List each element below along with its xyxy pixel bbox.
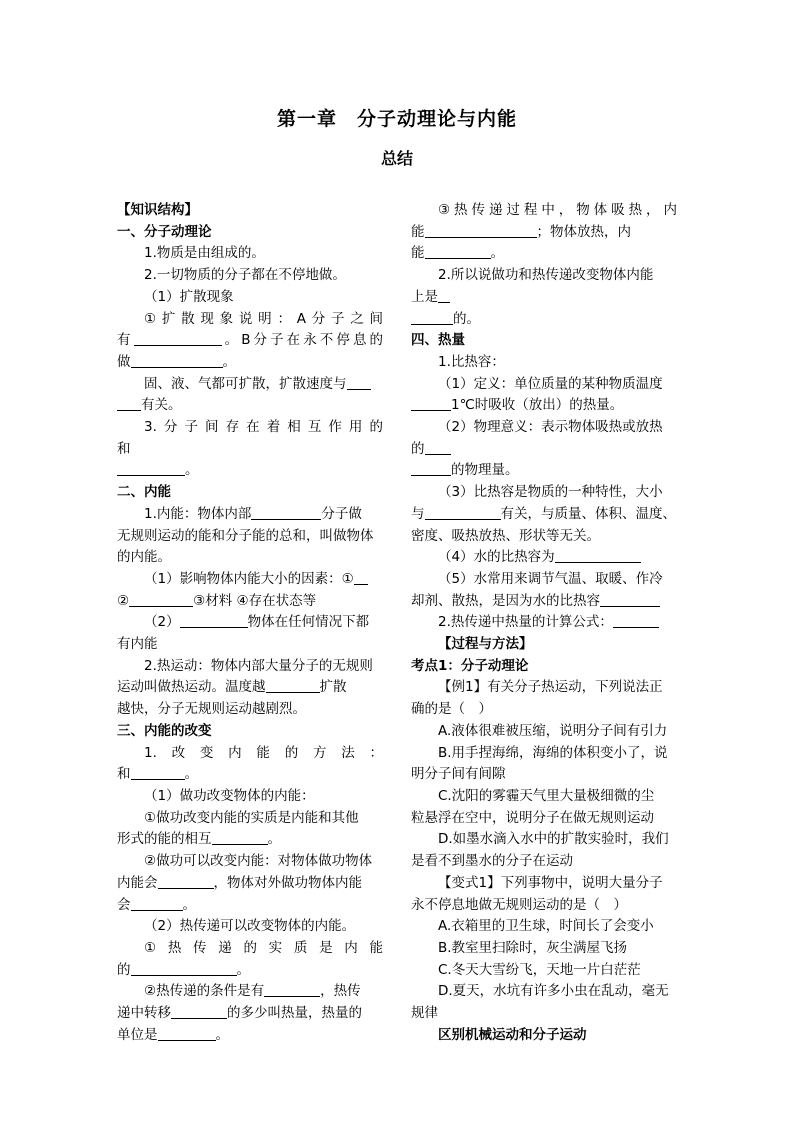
right-column	[411, 200, 677, 1046]
text-fragment: ②	[117, 592, 130, 609]
text-line	[117, 330, 383, 352]
text-fragment: （2）	[144, 614, 180, 631]
text-fragment: 内能会	[117, 874, 158, 891]
text-line	[117, 569, 383, 591]
blank-line	[251, 504, 321, 520]
text-line	[117, 981, 383, 1003]
text-line: 无规则运动的能和分子能的总和，叫做物体	[117, 527, 374, 544]
text-fragment: 的。	[453, 310, 480, 327]
blank-line	[347, 374, 371, 390]
text-line: D.夏天，水坑有许多小虫在乱动，毫无	[438, 983, 669, 1000]
document-title: 第一章 分子动理论与内能	[276, 108, 517, 130]
text-line: 永不停息地做无规则运动的是（ ）	[411, 896, 627, 913]
blank-line	[131, 764, 185, 780]
text-fragment: 的多少叫热量，热量的	[227, 1005, 362, 1022]
text-line	[117, 460, 383, 482]
text-fragment: ③材料 ④存在状态等	[193, 592, 317, 609]
text-line: 1.比热容：	[438, 353, 505, 370]
text-line: 规律	[411, 1005, 438, 1022]
blank-line	[425, 243, 491, 259]
text-line: 密度、吸热放热、形状等无关。	[411, 527, 600, 544]
left-column	[117, 200, 383, 1046]
text-line	[411, 504, 677, 526]
text-line	[117, 395, 383, 417]
text-fragment: 和	[117, 766, 131, 783]
blank-line	[411, 309, 453, 325]
text-fragment: 会	[117, 896, 131, 913]
text-fragment: 递中转移	[117, 1005, 171, 1022]
text-line	[411, 309, 677, 331]
text-line: 越快，分子无规则运动越剧烈。	[117, 701, 306, 718]
text-fragment: 2.热传递中热量的计算公式：	[438, 614, 613, 631]
text-fragment: 能	[411, 245, 425, 262]
blank-line	[117, 460, 185, 476]
text-fragment: 。	[215, 1026, 229, 1043]
text-line	[411, 591, 677, 613]
text-line: 2.热运动：物体内部大量分子的无规则	[144, 657, 373, 674]
text-line	[117, 591, 383, 613]
text-fragment: 。B分子在永不停息的	[221, 332, 384, 349]
blank-line	[613, 612, 659, 628]
text-fragment: 却剂、散热，是因为水的比热容	[411, 592, 600, 609]
text-fragment: 做	[117, 353, 131, 370]
text-fragment: 分子做	[321, 505, 362, 522]
text-fragment: 有	[117, 332, 134, 349]
document-subtitle: 总结	[380, 149, 413, 168]
text-line: 是看不到墨水的分子在运动	[411, 853, 573, 870]
text-line: 和	[117, 440, 131, 457]
blank-line	[264, 981, 320, 997]
blank-line	[212, 829, 268, 845]
text-fragment: 1.内能：物体内部	[144, 505, 252, 522]
text-fragment: 。	[236, 961, 250, 978]
text-line	[411, 547, 677, 569]
text-line: （2）热传递可以改变物体的内能。	[144, 918, 356, 935]
text-line	[411, 439, 677, 461]
text-line	[411, 243, 677, 265]
text-line: A.液体很难被压缩，说明分子间有引力	[438, 722, 668, 739]
text-line: 2.所以说做功和热传递改变物体内能	[438, 267, 654, 284]
text-fragment: 有关。	[141, 397, 182, 414]
blank-line	[438, 287, 450, 303]
blank-line	[131, 895, 183, 911]
text-line	[117, 1003, 383, 1025]
text-fragment: 有关，与质量、体积、温度、	[500, 505, 676, 522]
section-heading: 考点1：分子动理论	[411, 657, 529, 674]
text-fragment: 的物理量。	[451, 462, 519, 479]
blank-line	[117, 395, 141, 411]
section-heading: 四、热量	[411, 332, 465, 349]
text-line: 的内能。	[117, 549, 171, 566]
text-fragment: 。	[182, 896, 196, 913]
blank-line	[131, 352, 223, 368]
text-fragment: 形式的能的相互	[117, 831, 212, 848]
text-line: （1）做功改变物体的内能：	[144, 787, 315, 804]
text-line: ①扩散现象说明：A分子之间	[144, 310, 383, 327]
text-line: （2）物理意义：表示物体吸热或放热	[438, 419, 663, 436]
blank-line	[425, 439, 451, 455]
text-fragment: 上是	[411, 288, 438, 305]
text-fragment: 能	[411, 223, 425, 240]
text-line	[411, 287, 677, 309]
text-fragment: ；物体放热，内	[536, 223, 631, 240]
text-line: ②做功可以改变内能：对物体做功物体	[144, 853, 373, 870]
blank-line	[171, 1003, 227, 1019]
text-fragment: （1）影响物体内能大小的因素：①	[144, 570, 354, 587]
text-fragment: 。	[222, 353, 236, 370]
text-fragment: 。	[267, 831, 281, 848]
text-fragment: 的	[117, 961, 131, 978]
text-line: 3.分子间存在着相互作用的	[144, 419, 383, 436]
text-line	[117, 612, 383, 634]
blank-line	[555, 547, 641, 563]
text-line	[411, 222, 677, 244]
text-line: B.用手捏海绵，海绵的体积变小了，说	[438, 744, 668, 761]
text-line: 2.一切物质的分子都在不停地做。	[144, 267, 346, 284]
section-heading: 一、分子动理论	[117, 223, 212, 240]
text-line	[411, 460, 677, 482]
blank-line	[134, 330, 222, 346]
text-line: A.衣箱里的卫生球，时间长了会变小	[438, 918, 654, 935]
blank-line	[129, 591, 193, 607]
text-fragment: 的	[411, 440, 425, 457]
blank-line	[158, 1025, 216, 1041]
blank-line	[158, 873, 214, 889]
text-fragment: 固、液、气都可扩散，扩散速度与	[144, 375, 347, 392]
blank-line	[411, 460, 451, 476]
blank-line	[425, 504, 501, 520]
text-line	[117, 1025, 383, 1047]
text-fragment: ，物体对外做功物体内能	[213, 874, 362, 891]
text-fragment: 与	[411, 505, 425, 522]
blank-line	[131, 960, 237, 976]
section-heading: 二、内能	[117, 484, 171, 501]
text-line	[117, 677, 383, 699]
blank-line	[266, 677, 320, 693]
text-fragment: 。	[185, 462, 199, 479]
text-line	[117, 764, 383, 786]
text-fragment: 物体在任何情况下都	[247, 614, 370, 631]
blank-line	[600, 591, 660, 607]
blank-line	[180, 612, 248, 628]
text-line: C.冬天大雪纷飞，天地一片白茫茫	[438, 961, 641, 978]
text-line	[117, 873, 383, 895]
text-line	[117, 352, 383, 374]
text-line: 有内能	[117, 636, 158, 653]
blank-line	[411, 395, 451, 411]
text-line: B.教室里扫除时，灰尘满屋飞扬	[438, 939, 628, 956]
section-heading: 区别机械运动和分子运动	[438, 1026, 587, 1043]
text-line: ①热传递的实质是内能	[144, 939, 383, 956]
text-line	[411, 612, 677, 634]
text-line	[117, 960, 383, 982]
text-line: 【例1】有关分子热运动，下列说法正	[438, 679, 663, 696]
text-line	[411, 395, 677, 417]
text-line: 粒悬浮在空中，说明分子在做无规则运动	[411, 809, 654, 826]
text-fragment: 1℃时吸收（放出）的热量。	[451, 397, 624, 414]
text-line: D.如墨水滴入水中的扩散实验时，我们	[438, 831, 669, 848]
text-fragment: ，热传	[320, 983, 361, 1000]
text-line: 确的是（ ）	[411, 701, 492, 718]
text-line: （5）水常用来调节气温、取暖、作冷	[438, 570, 663, 587]
text-line: 1.物质是由组成的。	[144, 245, 265, 262]
blank-line	[425, 222, 537, 238]
text-fragment: 。	[184, 766, 198, 783]
text-line: ①做功改变内能的实质是内能和其他	[144, 809, 359, 826]
text-line: 【变式1】下列事物中，说明大量分子	[438, 874, 663, 891]
text-fragment: ②热传递的条件是有	[144, 983, 265, 1000]
text-line: 1.改变内能的方法：	[144, 744, 383, 761]
blank-line	[354, 569, 368, 585]
text-fragment: 单位是	[117, 1026, 158, 1043]
text-fragment: 扩散	[319, 679, 347, 696]
section-heading: 三、内能的改变	[117, 722, 212, 739]
text-fragment: （4）水的比热容为	[438, 549, 555, 566]
text-fragment: 运动叫做热运动。温度越	[117, 679, 266, 696]
text-line	[117, 374, 383, 396]
section-heading: 【过程与方法】	[438, 636, 533, 653]
text-line	[117, 504, 383, 526]
text-line: ③热传递过程中，物体吸热，内	[438, 202, 677, 218]
section-heading: 【知识结构】	[117, 202, 198, 218]
text-fragment: 。	[490, 245, 504, 262]
text-line	[117, 829, 383, 851]
text-line: C.沈阳的雾霾天气里大量极细微的尘	[438, 787, 655, 804]
text-line: （1）定义：单位质量的某种物质温度	[438, 375, 663, 392]
text-line: 明分子间有间隙	[411, 766, 506, 783]
text-line: （3）比热容是物质的一种特性，大小	[438, 484, 663, 501]
text-line	[117, 895, 383, 917]
text-line: （1）扩散现象	[144, 288, 234, 305]
